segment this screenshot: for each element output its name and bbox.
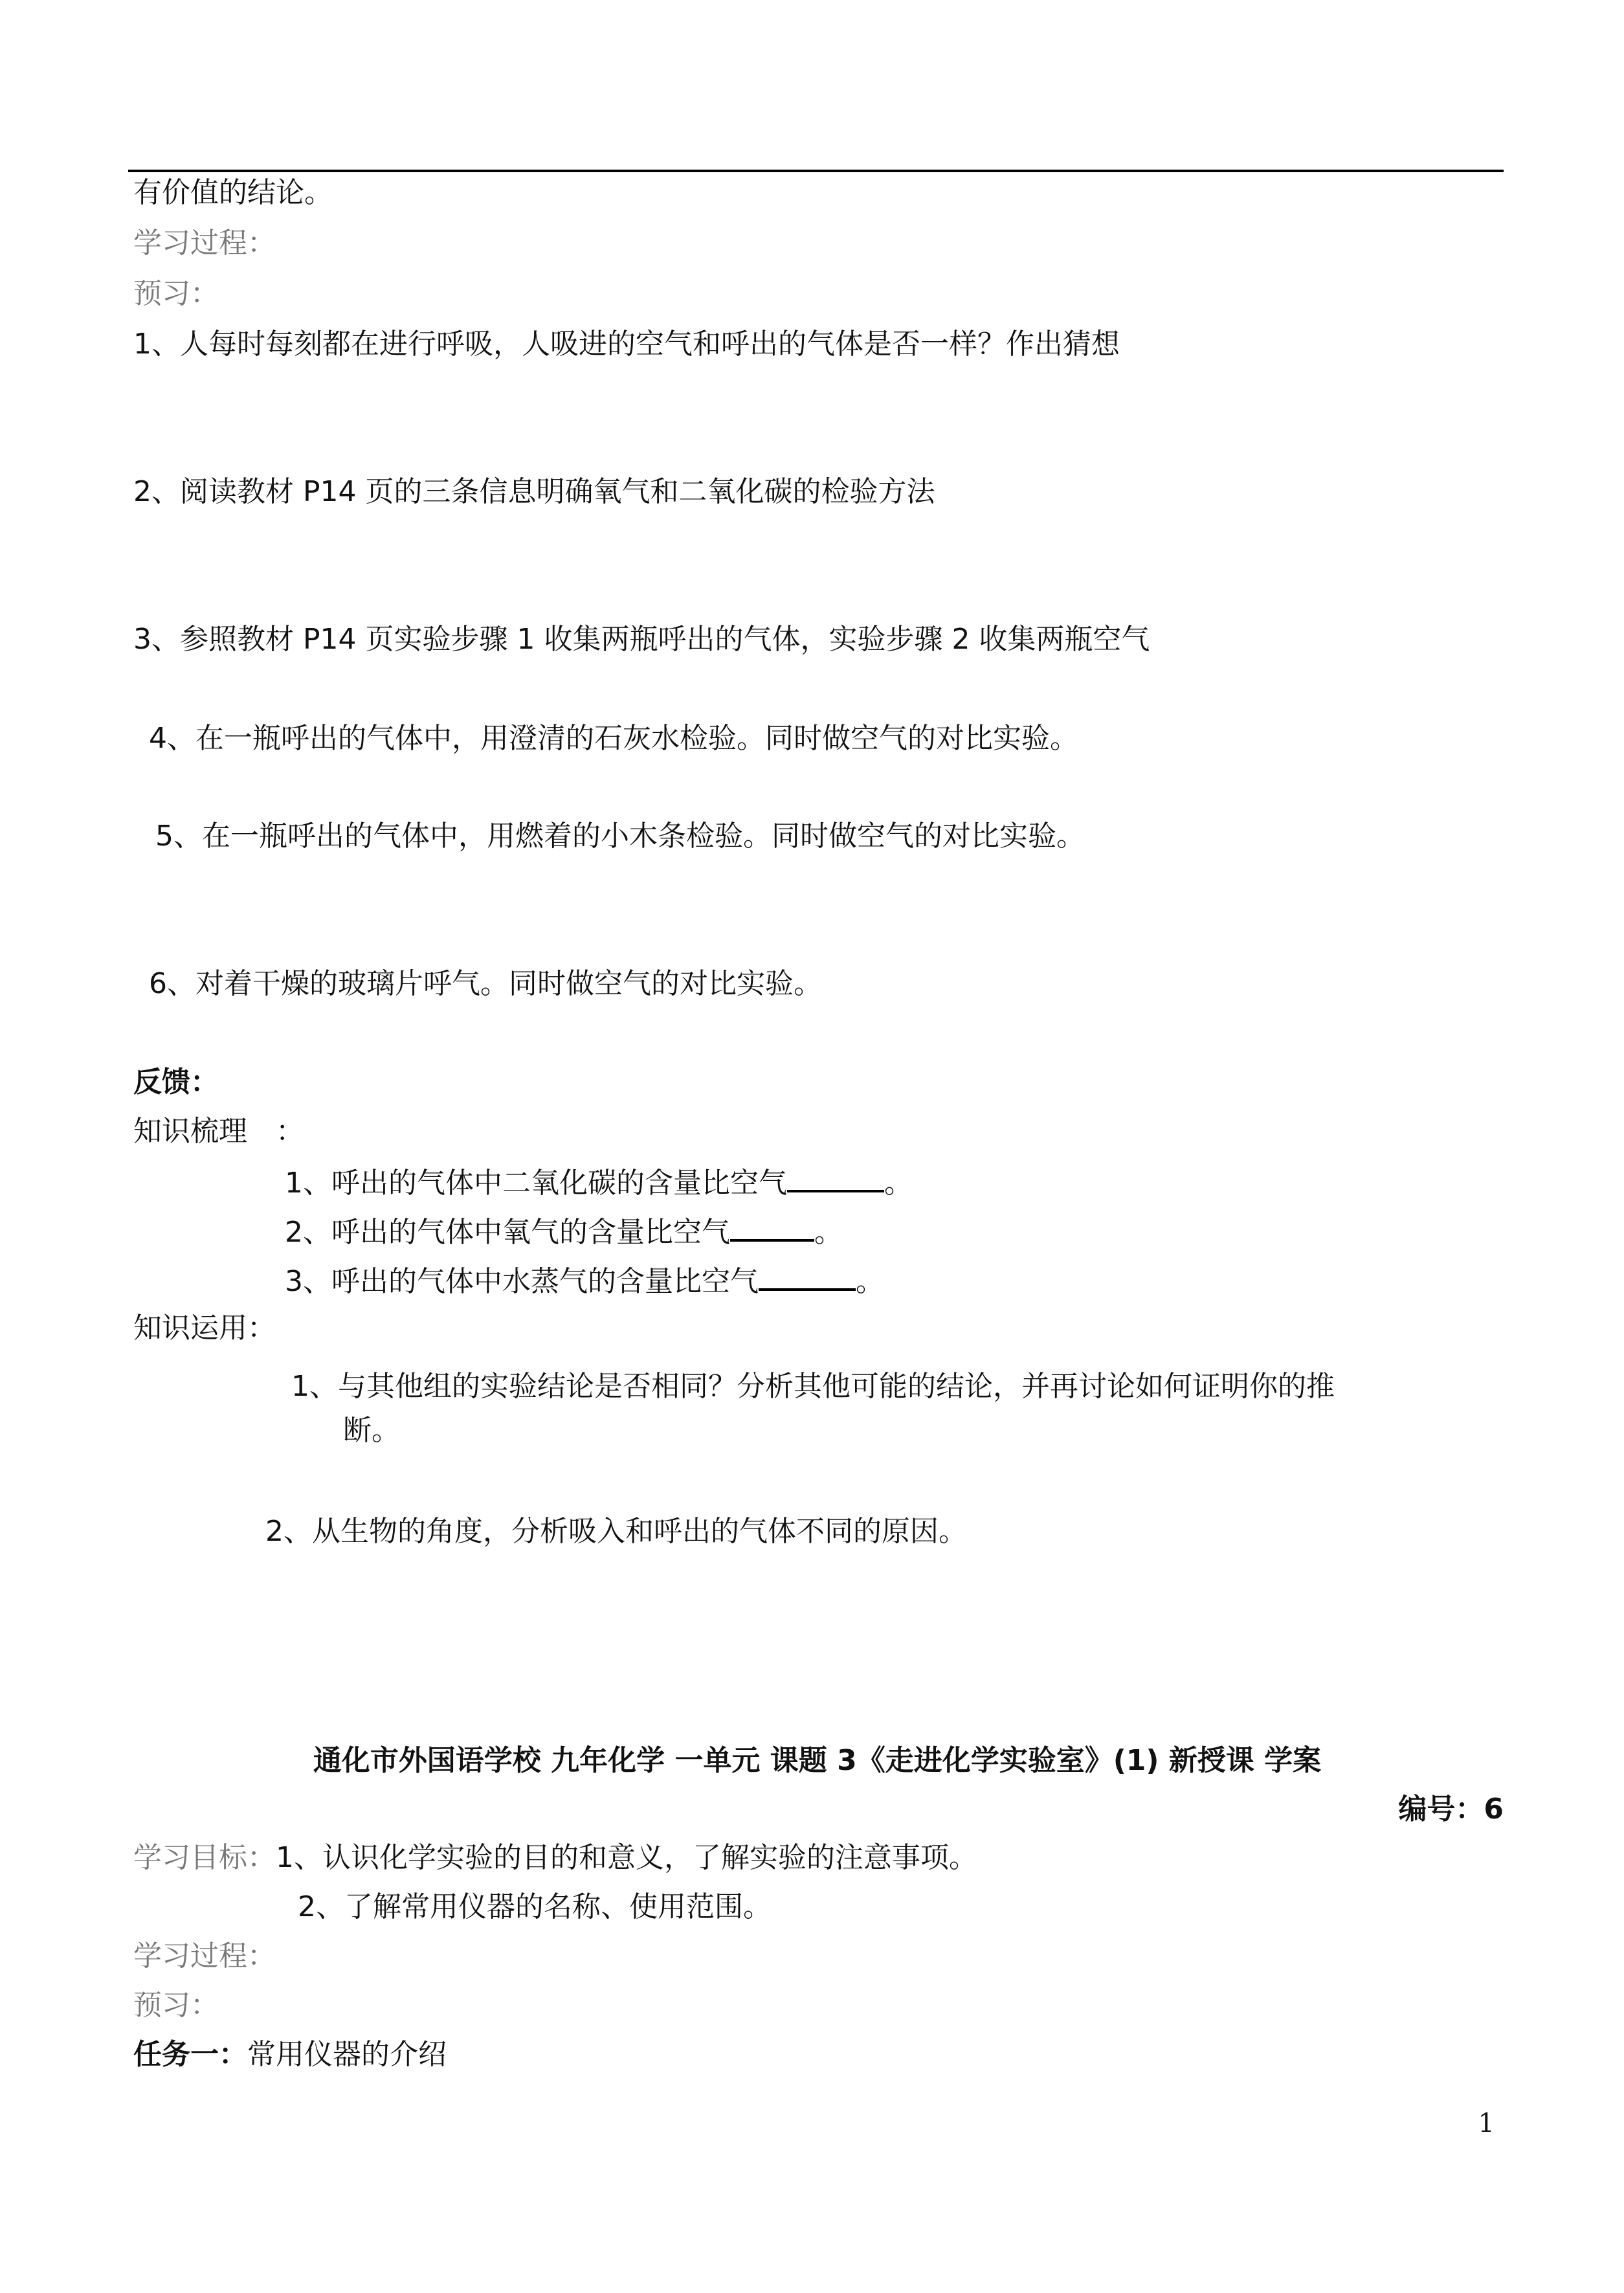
lesson-process-heading: 学习过程： <box>133 1940 276 1973</box>
feedback-heading: 反馈： <box>133 1066 219 1099</box>
answer-blank-2 <box>730 1211 814 1242</box>
learning-goal-1: 1、认识化学实验的目的和意义，了解实验的注意事项。 <box>276 1841 977 1874</box>
summary-item-3-end: 。 <box>856 1265 884 1298</box>
summary-item-3 <box>285 1260 884 1299</box>
preview-item-5: 5、在一瓶呼出的气体中，用燃着的小木条检验。同时做空气的对比实验。 <box>155 820 1085 853</box>
summary-item-2 <box>285 1211 843 1249</box>
preview-item-6: 6、对着干燥的玻璃片呼气。同时做空气的对比实验。 <box>149 967 822 1000</box>
header-rule <box>128 170 1504 172</box>
summary-item-3-text: 3、呼出的气体中水蒸气的含量比空气 <box>285 1265 759 1298</box>
summary-item-1-end: 。 <box>884 1167 913 1200</box>
knowledge-use-label: 知识运用： <box>133 1312 276 1345</box>
summary-item-1 <box>285 1161 913 1200</box>
task-one-text: 常用仪器的介绍 <box>247 2038 447 2071</box>
use-item-1: 1、与其他组的实验结论是否相同？分析其他可能的结论，并再讨论如何证明你的推 <box>291 1370 1335 1403</box>
summary-item-2-text: 2、呼出的气体中氧气的含量比空气 <box>285 1216 730 1249</box>
learning-goal-2: 2、了解常用仪器的名称、使用范围。 <box>298 1890 772 1923</box>
lesson-serial-number: 编号：6 <box>1398 1793 1504 1826</box>
page-number: 1 <box>1478 2108 1495 2138</box>
lesson-preview-heading: 预习： <box>133 1989 219 2022</box>
lesson-title: 通化市外国语学校 九年化学 一单元 课题 3《走进化学实验室》(1) 新授课 学案 <box>313 1744 1322 1777</box>
task-one <box>133 2035 447 2074</box>
answer-blank-1 <box>787 1161 884 1192</box>
use-item-1-continued: 断。 <box>343 1414 400 1447</box>
use-item-2: 2、从生物的角度，分析吸入和呼出的气体不同的原因。 <box>265 1515 967 1548</box>
preview-heading: 预习： <box>133 277 219 310</box>
learning-goals-label: 学习目标： <box>133 1841 276 1874</box>
preview-item-3: 3、参照教材 P14 页实验步骤 1 收集两瓶呼出的气体，实验步骤 2 收集两瓶空气 <box>133 623 1150 656</box>
answer-blank-3 <box>759 1260 856 1291</box>
learning-goals <box>133 1839 977 1877</box>
summary-item-1-text: 1、呼出的气体中二氧化碳的含量比空气 <box>285 1167 787 1200</box>
continuation-text: 有价值的结论。 <box>133 176 333 209</box>
process-heading: 学习过程： <box>133 227 276 260</box>
preview-item-1: 1、人每时每刻都在进行呼吸，人吸进的空气和呼出的气体是否一样？作出猜想 <box>133 328 1120 361</box>
knowledge-summary-label: 知识梳理 ： <box>133 1115 304 1148</box>
preview-item-2: 2、阅读教材 P14 页的三条信息明确氧气和二氧化碳的检验方法 <box>133 475 935 508</box>
preview-item-4: 4、在一瓶呼出的气体中，用澄清的石灰水检验。同时做空气的对比实验。 <box>149 722 1078 755</box>
summary-item-2-end: 。 <box>814 1216 843 1249</box>
task-one-label: 任务一： <box>133 2038 247 2071</box>
